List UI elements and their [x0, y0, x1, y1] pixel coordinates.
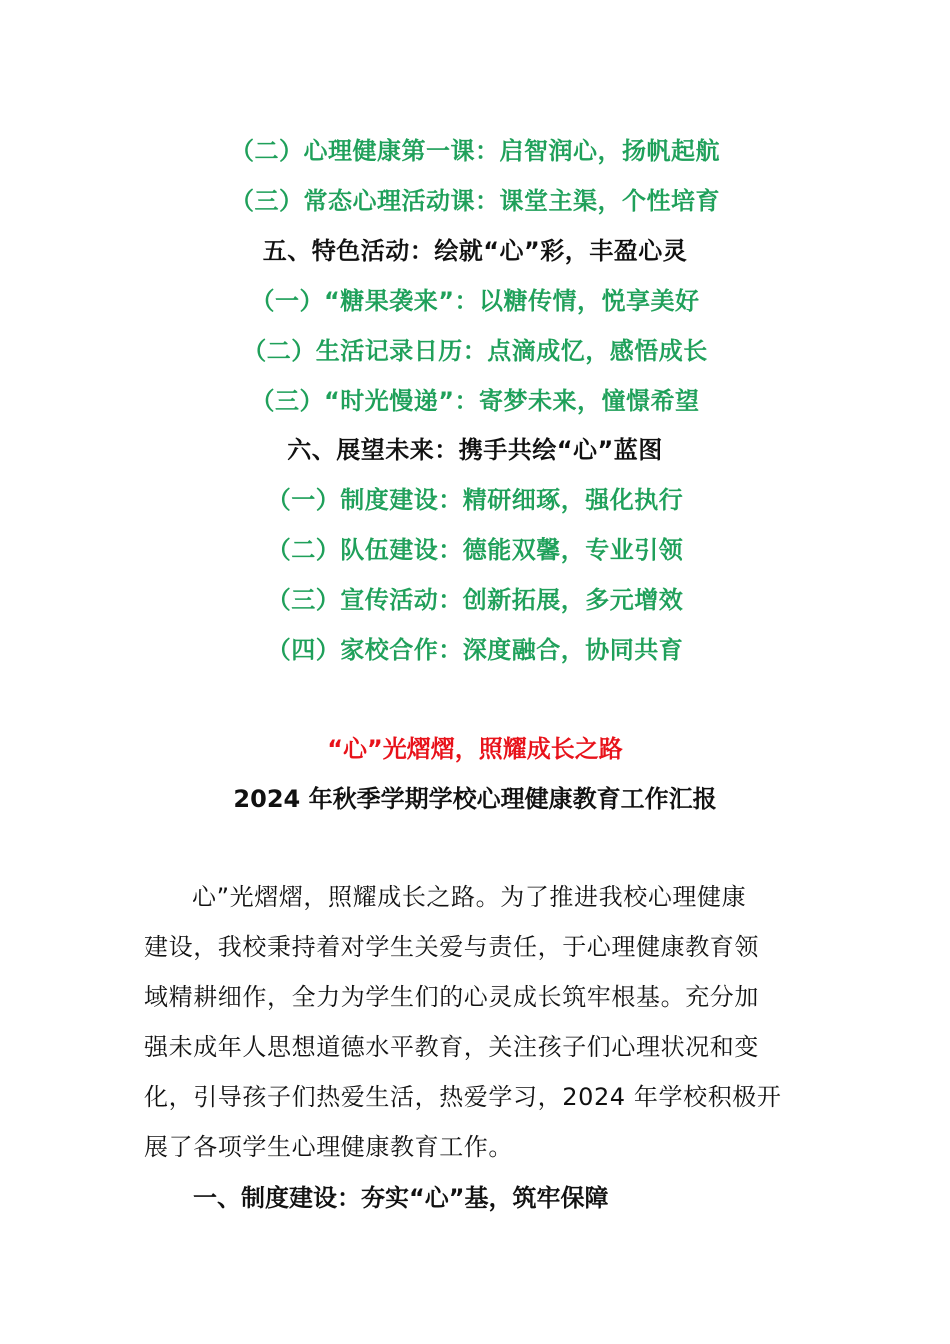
main-title: 2024 年秋季学期学校心理健康教育工作汇报 [233, 785, 717, 813]
outline-item-6-3: （三）宣传活动：创新拓展，多元增效 [266, 586, 684, 614]
outline-item-6-2: （二）队伍建设：德能双馨，专业引领 [266, 536, 684, 564]
paragraph-line: 化，引导孩子们热爱生活，热爱学习，2024 年学校积极开 [144, 1083, 782, 1111]
section-heading-1: 一、制度建设：夯实“心”基，筑牢保障 [193, 1184, 609, 1212]
outline-section-6: 六、展望未来：携手共绘“心”蓝图 [287, 436, 663, 464]
outline-item-2-2: （二）心理健康第一课：启智润心，扬帆起航 [230, 137, 720, 165]
red-title: “心”光熠熠，照耀成长之路 [327, 735, 623, 763]
outline-item-5-2: （二）生活记录日历：点滴成忆，感悟成长 [242, 337, 708, 365]
outline-item-5-3: （三）“时光慢递”：寄梦未来，憧憬希望 [250, 387, 700, 415]
paragraph-line: 心”光熠熠，照耀成长之路。为了推进我校心理健康 [192, 883, 747, 911]
outline-item-6-1: （一）制度建设：精研细琢，强化执行 [266, 486, 684, 514]
paragraph-line: 展了各项学生心理健康教育工作。 [144, 1133, 513, 1161]
outline-item-5-1: （一）“糖果袭来”：以糖传情，悦享美好 [250, 287, 700, 315]
paragraph-line: 域精耕细作，全力为学生们的心灵成长筑牢根基。充分加 [144, 983, 759, 1011]
paragraph-line: 建设，我校秉持着对学生关爱与责任，于心理健康教育领 [144, 933, 759, 961]
outline-item-2-3: （三）常态心理活动课：课堂主渠，个性培育 [230, 187, 720, 215]
intro-paragraph [144, 872, 814, 1172]
outline-item-6-4: （四）家校合作：深度融合，协同共育 [266, 636, 684, 664]
paragraph-line: 强未成年人思想道德水平教育，关注孩子们心理状况和变 [144, 1033, 759, 1061]
outline-section-5: 五、特色活动：绘就“心”彩，丰盈心灵 [262, 237, 688, 265]
